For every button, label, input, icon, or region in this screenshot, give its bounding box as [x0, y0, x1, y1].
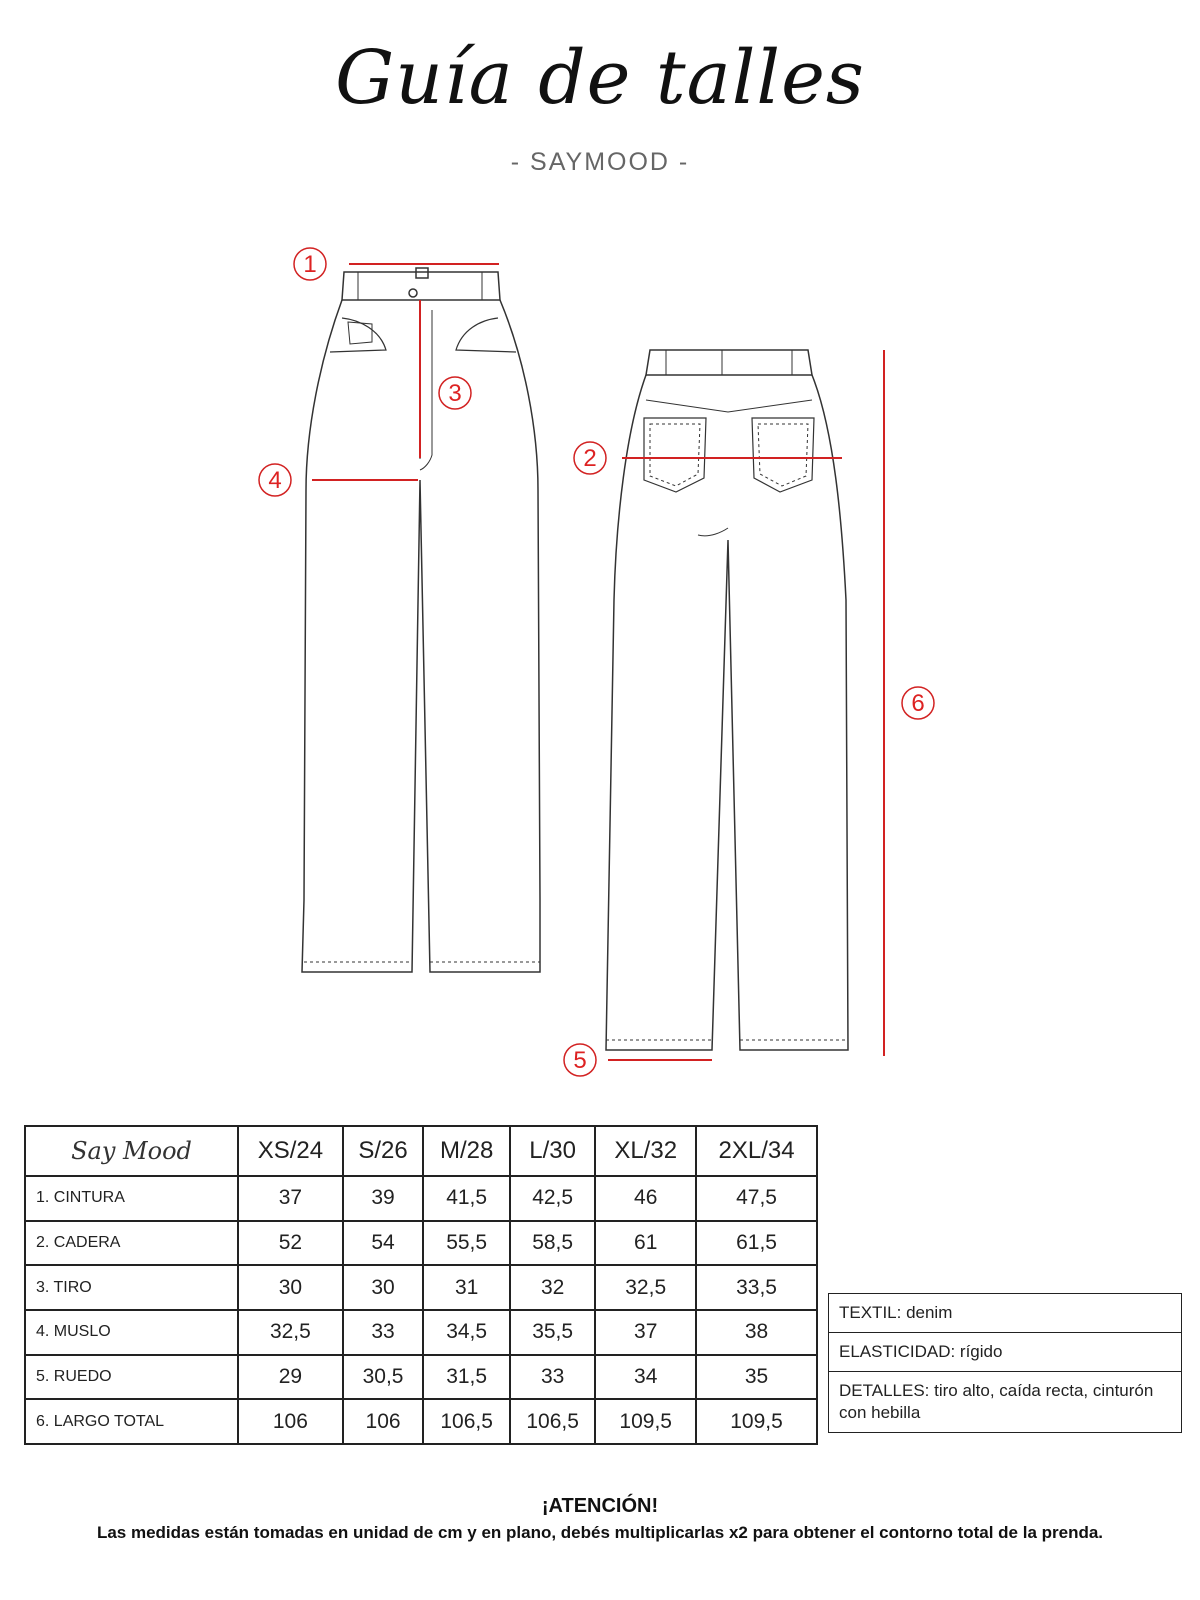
table-cell: 106,5: [423, 1399, 510, 1444]
size-header: S/26: [343, 1126, 424, 1176]
table-cell: 61: [595, 1221, 696, 1266]
table-row: [25, 1310, 817, 1355]
table-cell: 33: [510, 1355, 595, 1400]
table-cell: 52: [238, 1221, 343, 1266]
measurement-lines: [312, 264, 884, 1060]
row-label: 6. LARGO TOTAL: [25, 1399, 238, 1444]
table-cell: 42,5: [510, 1176, 595, 1221]
spec-textil: TEXTIL: denim: [829, 1294, 1181, 1333]
table-cell: 31,5: [423, 1355, 510, 1400]
marker-1: [294, 248, 326, 280]
table-cell: 32,5: [238, 1310, 343, 1355]
table-cell: 29: [238, 1355, 343, 1400]
table-cell: 33,5: [696, 1265, 817, 1310]
brand-subtitle: - SAYMOOD -: [510, 148, 690, 176]
row-label: 4. MUSLO: [25, 1310, 238, 1355]
table-row: [25, 1265, 817, 1310]
marker-6: [902, 687, 934, 719]
svg-text:4: 4: [268, 467, 282, 494]
size-header: L/30: [510, 1126, 595, 1176]
marker-3: [439, 377, 471, 409]
table-cell: 34,5: [423, 1310, 510, 1355]
table-cell: 37: [238, 1176, 343, 1221]
size-chart-table: [24, 1125, 818, 1445]
table-cell: 35,5: [510, 1310, 595, 1355]
row-label: 1. CINTURA: [25, 1176, 238, 1221]
table-cell: 41,5: [423, 1176, 510, 1221]
table-cell: 106: [238, 1399, 343, 1444]
attention-note: Las medidas están tomadas en unidad de cm y en plano, debés multiplicarlas x2 para obtener el contorno total de la prenda.: [96, 1523, 1104, 1542]
table-cell: 30,5: [343, 1355, 424, 1400]
table-cell: 32: [510, 1265, 595, 1310]
table-cell: 39: [343, 1176, 424, 1221]
table-row: [25, 1221, 817, 1266]
table-cell: 35: [696, 1355, 817, 1400]
table-cell: 106,5: [510, 1399, 595, 1444]
pants-diagram: [0, 220, 1200, 1090]
row-label: 3. TIRO: [25, 1265, 238, 1310]
table-row: [25, 1399, 817, 1444]
marker-2: [574, 442, 606, 474]
size-header: M/28: [423, 1126, 510, 1176]
attention-heading: ¡ATENCIÓN!: [541, 1495, 659, 1517]
table-cell: 31: [423, 1265, 510, 1310]
spec-detalles: DETALLES: tiro alto, caída recta, cinturón con hebilla: [839, 1381, 1154, 1422]
table-cell: 30: [238, 1265, 343, 1310]
svg-text:1: 1: [303, 251, 317, 278]
table-cell: 109,5: [696, 1399, 817, 1444]
page-title: Guía de talles: [335, 35, 865, 121]
row-label: 2. CADERA: [25, 1221, 238, 1266]
table-header-row: [25, 1126, 817, 1176]
svg-text:2: 2: [583, 445, 597, 472]
table-cell: 109,5: [595, 1399, 696, 1444]
table-cell: 46: [595, 1176, 696, 1221]
svg-text:6: 6: [911, 690, 925, 717]
marker-5: [564, 1044, 596, 1076]
table-cell: 58,5: [510, 1221, 595, 1266]
svg-text:5: 5: [573, 1047, 587, 1074]
size-header: XS/24: [238, 1126, 343, 1176]
svg-text:3: 3: [448, 380, 462, 407]
table-cell: 32,5: [595, 1265, 696, 1310]
size-header: 2XL/34: [696, 1126, 817, 1176]
table-cell: 37: [595, 1310, 696, 1355]
spec-elasticidad: ELASTICIDAD: rígido: [829, 1333, 1181, 1372]
table-row: [25, 1176, 817, 1221]
table-cell: 47,5: [696, 1176, 817, 1221]
table-cell: 33: [343, 1310, 424, 1355]
table-cell: 106: [343, 1399, 424, 1444]
table-cell: 38: [696, 1310, 817, 1355]
table-cell: 61,5: [696, 1221, 817, 1266]
back-pants-drawing: [606, 350, 848, 1050]
table-cell: 54: [343, 1221, 424, 1266]
fabric-specs-box: [828, 1293, 1182, 1433]
table-cell: 30: [343, 1265, 424, 1310]
table-cell: 34: [595, 1355, 696, 1400]
row-label: 5. RUEDO: [25, 1355, 238, 1400]
size-header: XL/32: [595, 1126, 696, 1176]
brand-signature: Say Mood: [25, 1126, 238, 1176]
table-cell: 55,5: [423, 1221, 510, 1266]
marker-4: [259, 464, 291, 496]
table-row: [25, 1355, 817, 1400]
